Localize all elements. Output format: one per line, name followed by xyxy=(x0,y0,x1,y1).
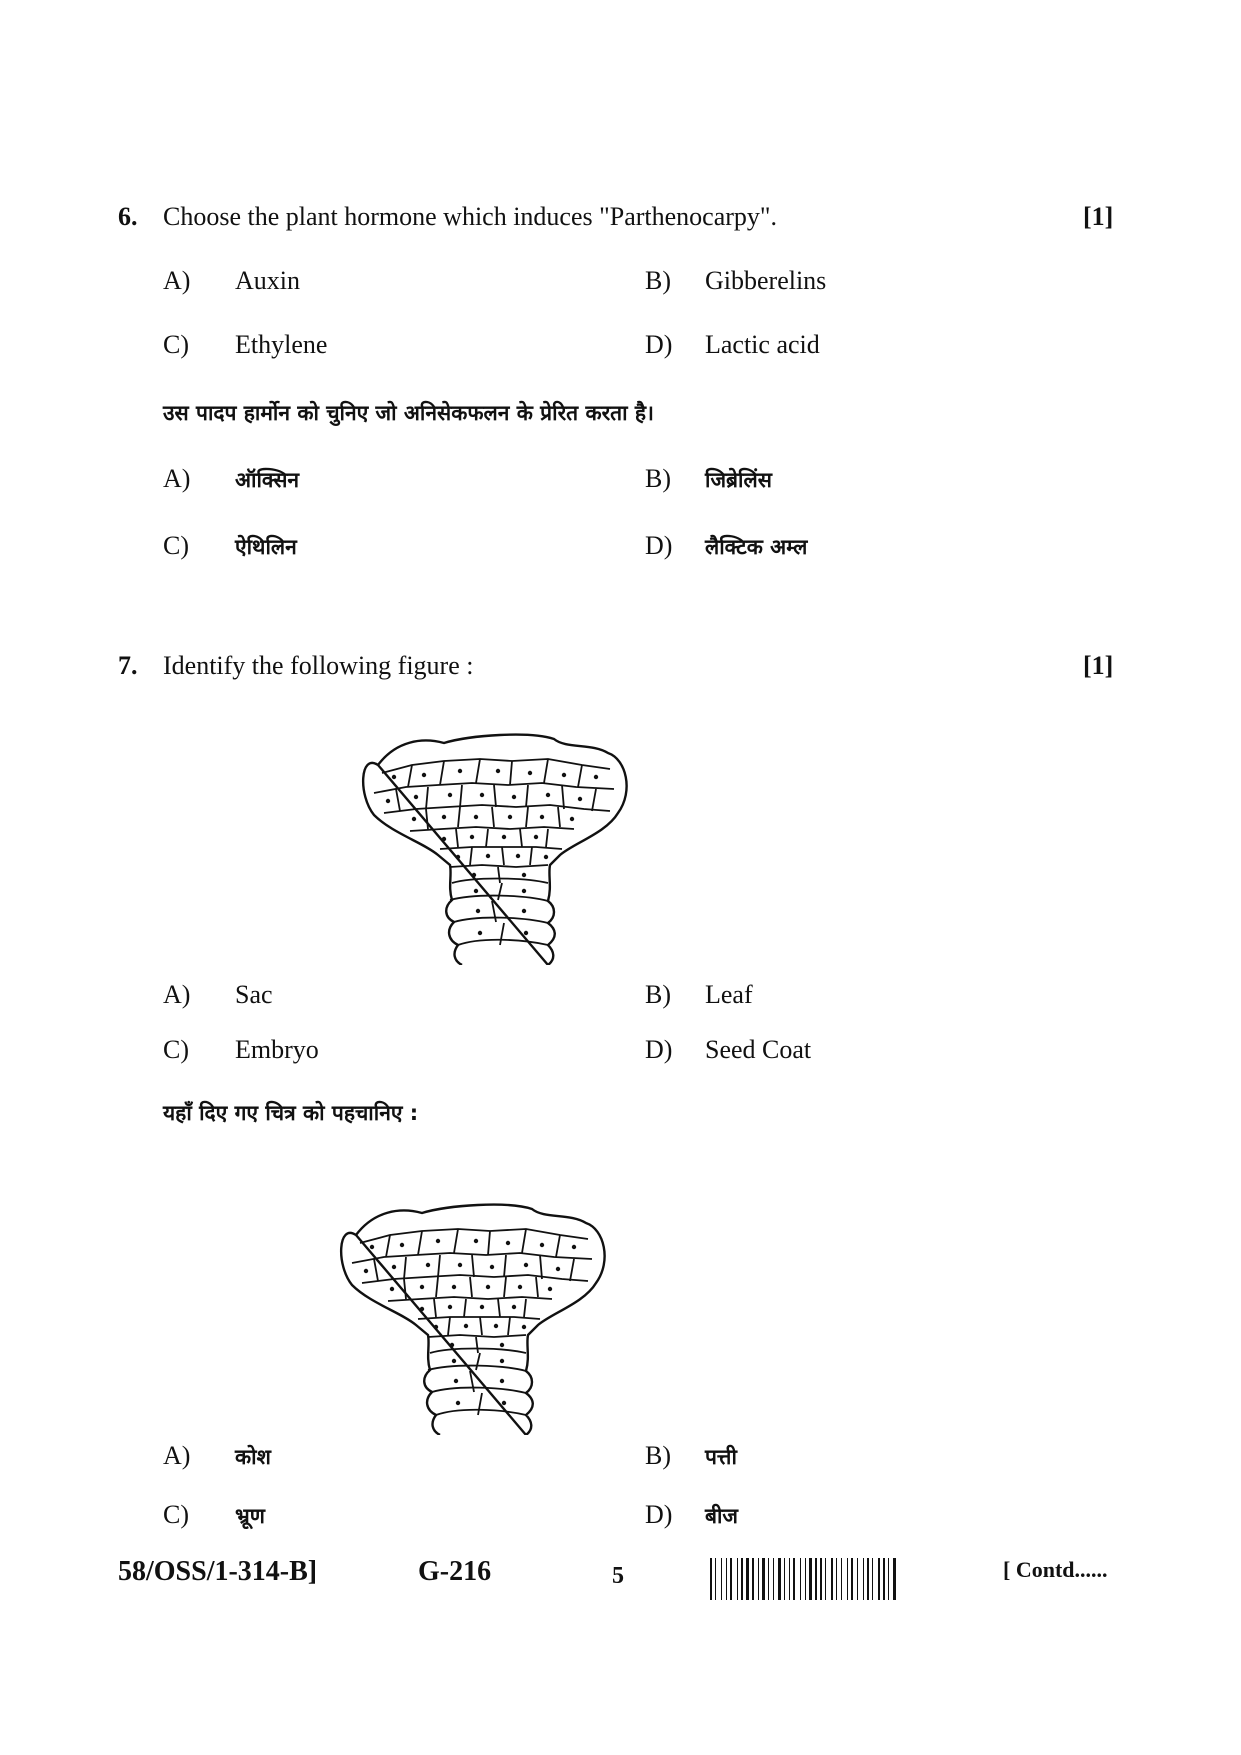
option-key: C) xyxy=(163,330,189,359)
question-number: 7. xyxy=(118,651,138,680)
marks-label: [1] xyxy=(1083,651,1114,680)
question-text-hindi: उस पादप हार्मोन को चुनिए जो अनिसेकफलन के प्रेरित करता है। xyxy=(163,401,654,425)
option-text-hindi: पत्ती xyxy=(705,1445,737,1469)
option-text-hindi: ऑक्सिन xyxy=(235,468,300,492)
option-key: B) xyxy=(645,464,671,493)
embryo-figure xyxy=(330,1195,610,1435)
barcode xyxy=(710,1558,978,1600)
option-text-hindi: ऐथिलिन xyxy=(235,535,297,559)
option-key: A) xyxy=(163,464,191,493)
question-text-hindi: यहाँ दिए गए चित्र को पहचानिए : xyxy=(163,1101,419,1125)
option-text: Lactic acid xyxy=(705,330,820,359)
option-key: B) xyxy=(645,266,671,295)
option-key: D) xyxy=(645,1035,673,1064)
option-text-hindi: लैक्टिक अम्ल xyxy=(705,535,808,559)
option-key: A) xyxy=(163,266,191,295)
option-text: Embryo xyxy=(235,1035,319,1064)
option-key: D) xyxy=(645,531,673,560)
option-key: C) xyxy=(163,1500,189,1529)
marks-label: [1] xyxy=(1083,202,1114,231)
question-text: Choose the plant hormone which induces "Parthenocarpy". xyxy=(163,202,778,231)
option-key: C) xyxy=(163,1035,189,1064)
paper-code: 58/OSS/1-314-B] xyxy=(118,1556,318,1587)
option-key: D) xyxy=(645,1500,673,1529)
option-text-hindi: भ्रूण xyxy=(235,1504,265,1528)
page-number: 5 xyxy=(612,1563,624,1589)
option-key: B) xyxy=(645,980,671,1009)
option-key: D) xyxy=(645,330,673,359)
option-key: B) xyxy=(645,1441,671,1470)
option-text: Auxin xyxy=(235,266,300,295)
option-text-hindi: जिब्रेलिंस xyxy=(705,468,772,492)
embryo-figure xyxy=(352,725,632,965)
question-number: 6. xyxy=(118,202,138,231)
question-text: Identify the following figure : xyxy=(163,651,474,680)
option-text: Gibberelins xyxy=(705,266,827,295)
continued-label: [ Contd...... xyxy=(1003,1557,1108,1582)
series-code: G-216 xyxy=(418,1556,492,1587)
option-text: Leaf xyxy=(705,980,753,1009)
option-text-hindi: बीज xyxy=(705,1504,739,1528)
option-text-hindi: कोश xyxy=(235,1445,271,1469)
option-text: Ethylene xyxy=(235,330,328,359)
option-text: Seed Coat xyxy=(705,1035,812,1064)
option-key: A) xyxy=(163,980,191,1009)
option-key: A) xyxy=(163,1441,191,1470)
option-text: Sac xyxy=(235,980,273,1009)
option-key: C) xyxy=(163,531,189,560)
